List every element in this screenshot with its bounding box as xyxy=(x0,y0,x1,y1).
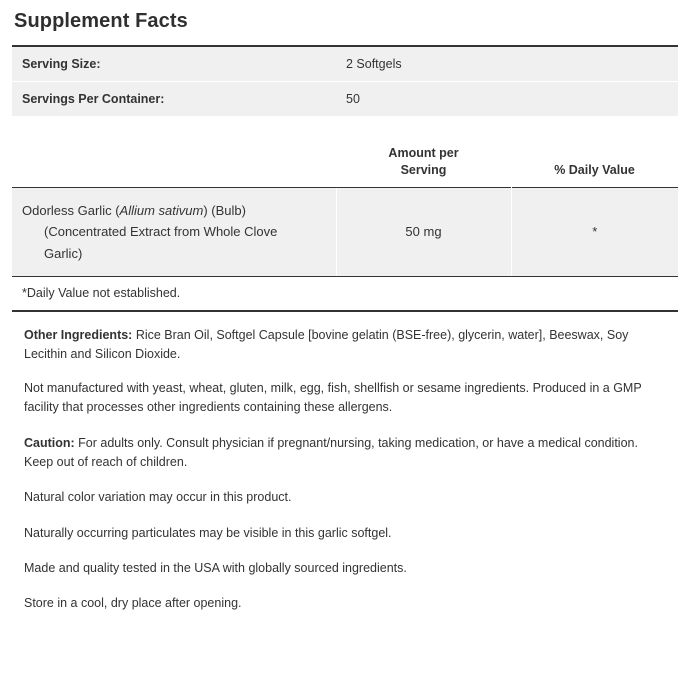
nutrient-latin-name: Allium sativum xyxy=(119,202,204,218)
nutrient-name-line2: (Concentrated Extract from Whole Clove xyxy=(44,224,278,240)
servings-per-container-label: Servings Per Container: xyxy=(12,82,336,117)
supplement-facts-table xyxy=(12,45,678,312)
particulates-note: Naturally occurring particulates may be visible in this garlic softgel. xyxy=(24,525,392,540)
amount-per-serving-header xyxy=(336,145,511,187)
color-variation-note: Natural color variation may occur in this product. xyxy=(24,490,292,505)
caution-text: For adults only. Consult physician if pregnant/nursing, taking medication, or have a medical condition. Keep out of reach of children. xyxy=(24,435,638,469)
servings-per-container-value: 50 xyxy=(336,82,678,117)
nutrient-column-header xyxy=(12,145,336,187)
nutrient-name xyxy=(12,187,336,276)
serving-size-value: 2 Softgels xyxy=(336,46,678,82)
caution-paragraph xyxy=(24,434,666,473)
table-header-row xyxy=(12,145,678,187)
table-spacer xyxy=(12,117,678,146)
table-row xyxy=(12,277,678,312)
nutrient-name-post: ) (Bulb) xyxy=(203,202,246,218)
usa-made-note: Made and quality tested in the USA with globally sourced ingredients. xyxy=(24,561,407,576)
nutrient-amount: 50 mg xyxy=(336,187,511,276)
daily-value-footnote: *Daily Value not established. xyxy=(12,277,678,312)
other-ingredients-paragraph xyxy=(24,326,666,365)
table-row xyxy=(12,187,678,276)
daily-value-header: % Daily Value xyxy=(554,162,635,177)
other-info-block xyxy=(12,312,678,614)
amount-per-serving-line2: Serving xyxy=(400,162,447,177)
page-title: Supplement Facts xyxy=(14,10,188,32)
nutrient-daily-value: * xyxy=(511,187,678,276)
other-ingredients-text: Rice Bran Oil, Softgel Capsule [bovine gelatin (BSE-free), glycerin, water], Beeswax, Soy Lecithin and Silicon Dioxide. xyxy=(24,328,629,362)
nutrient-name-line3: Garlic) xyxy=(44,245,83,261)
serving-size-label: Serving Size: xyxy=(12,46,336,82)
allergen-paragraph: Not manufactured with yeast, wheat, gluten, milk, egg, fish, shellfish or sesame ingredients. Produced in a GMP facility that processes other ingredients containing these allergens. xyxy=(24,380,642,415)
storage-note: Store in a cool, dry place after opening. xyxy=(24,596,242,611)
table-row xyxy=(12,82,678,117)
caution-label: Caution: xyxy=(24,435,75,450)
table-row xyxy=(12,46,678,82)
amount-per-serving-line1: Amount per xyxy=(388,146,459,160)
other-ingredients-label: Other Ingredients: xyxy=(24,328,133,343)
nutrient-name-pre: Odorless Garlic ( xyxy=(22,202,120,218)
